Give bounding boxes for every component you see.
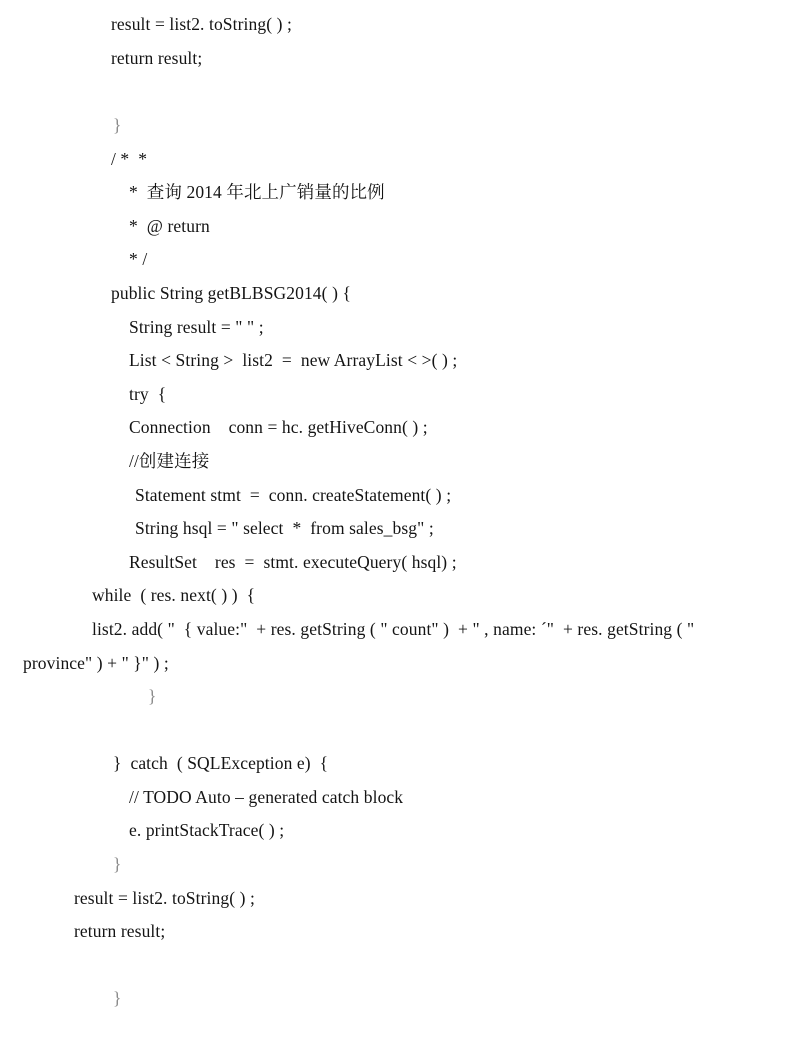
- code-line: / * *: [111, 149, 148, 169]
- code-line: Statement stmt = conn. createStatement( ) ;: [135, 485, 452, 505]
- code-line: list2. add( " { value:" + res. getString ( " count" ) + " , name: ´" + res. getString ( ": [92, 619, 695, 639]
- code-line: String hsql = " select * from sales_bsg" ;: [135, 518, 434, 538]
- code-line: } catch ( SQLException e) {: [113, 753, 329, 773]
- code-line: List < String > list2 = new ArrayList < >( ) ;: [129, 350, 458, 370]
- code-line: e. printStackTrace( ) ;: [129, 820, 285, 840]
- code-line: // TODO Auto – generated catch block: [129, 787, 404, 807]
- code-line: //创建连接: [129, 451, 210, 471]
- code-line: }: [113, 988, 122, 1008]
- code-line: }: [148, 686, 157, 706]
- code-line: result = list2. toString( ) ;: [111, 14, 292, 34]
- code-line: }: [113, 854, 122, 874]
- code-line: * 查询 2014 年北上广销量的比例: [129, 182, 385, 202]
- code-line: public String getBLBSG2014( ) {: [111, 283, 351, 303]
- code-line: try {: [129, 384, 167, 404]
- code-line: return result;: [111, 48, 203, 68]
- code-line: result = list2. toString( ) ;: [74, 888, 255, 908]
- code-line: * @ return: [129, 216, 210, 236]
- code-line: Connection conn = hc. getHiveConn( ) ;: [129, 417, 428, 437]
- code-line: return result;: [74, 921, 166, 941]
- code-line: * /: [129, 249, 148, 269]
- code-line: ResultSet res = stmt. executeQuery( hsql) ;: [129, 552, 457, 572]
- code-line: String result = " " ;: [129, 317, 264, 337]
- code-line: while ( res. next( ) ) {: [92, 585, 256, 605]
- code-line: province" ) + " }" ) ;: [23, 653, 169, 673]
- code-line: }: [113, 115, 122, 135]
